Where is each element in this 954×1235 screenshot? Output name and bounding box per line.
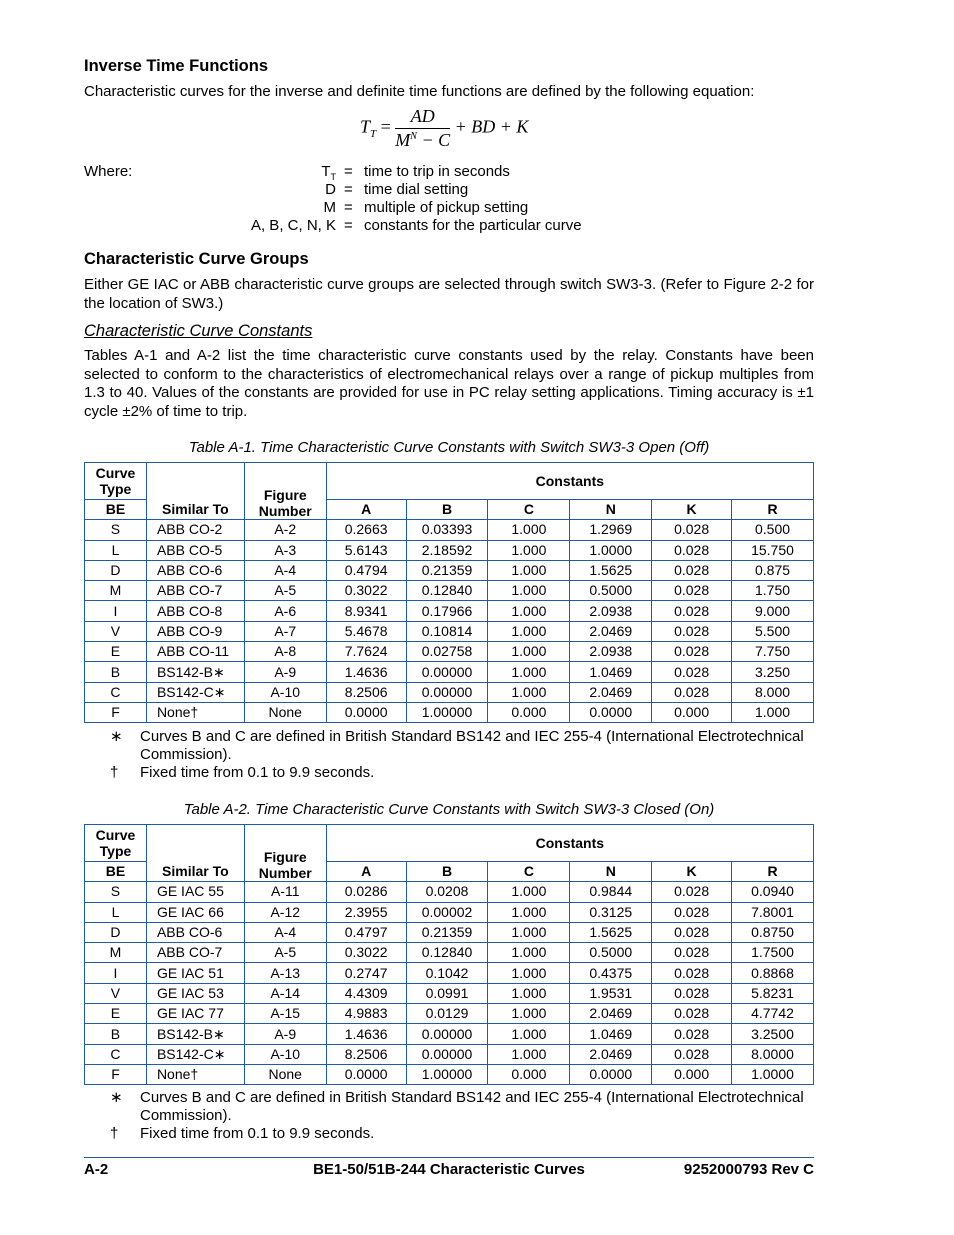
- header-be: BE: [85, 500, 147, 520]
- table-cell: ABB CO-7: [146, 581, 244, 601]
- table-cell: 0.12840: [406, 943, 488, 963]
- table-cell: F: [85, 702, 147, 722]
- footnote-text: Fixed time from 0.1 to 9.9 seconds.: [140, 764, 375, 781]
- footer-doc-number: 9252000793 Rev C: [683, 1161, 814, 1178]
- table-row: [85, 560, 814, 580]
- table-cell: 1.00000: [406, 702, 488, 722]
- table-cell: 0.028: [652, 621, 732, 641]
- table-cell: 2.0938: [570, 601, 652, 621]
- header-col-r: R: [732, 500, 814, 520]
- table-a2: [84, 824, 814, 1085]
- table-cell: 1.000: [488, 922, 570, 942]
- table-cell: D: [85, 922, 147, 942]
- table-cell: 1.5625: [570, 560, 652, 580]
- table-cell: F: [85, 1064, 147, 1084]
- table-cell: None: [244, 1064, 326, 1084]
- table-cell: 1.000: [488, 682, 570, 702]
- footnote: [84, 1125, 814, 1143]
- table-cell: S: [85, 882, 147, 902]
- table-cell: 8.0000: [732, 1044, 814, 1064]
- table-cell: 1.000: [488, 963, 570, 983]
- header-col-k: K: [652, 500, 732, 520]
- table-row: [85, 882, 814, 902]
- header-col-c: C: [488, 500, 570, 520]
- table-cell: 0.12840: [406, 581, 488, 601]
- heading-curve-constants: Characteristic Curve Constants: [84, 322, 313, 340]
- table-cell: 5.500: [732, 621, 814, 641]
- table-cell: 1.000: [488, 540, 570, 560]
- table-cell: 0.000: [652, 1064, 732, 1084]
- table-cell: 0.4794: [326, 560, 406, 580]
- table-cell: E: [85, 642, 147, 662]
- table-cell: 0.028: [652, 922, 732, 942]
- table-a1: [84, 462, 814, 723]
- table-cell: ABB CO-7: [146, 943, 244, 963]
- header-curve-type: Curve Type: [85, 463, 147, 500]
- table-cell: 0.0129: [406, 1004, 488, 1024]
- table-cell: 0.2663: [326, 520, 406, 540]
- table-cell: 1.2969: [570, 520, 652, 540]
- table-cell: 1.7500: [732, 943, 814, 963]
- table-cell: 0.0000: [570, 1064, 652, 1084]
- table-cell: 0.00000: [406, 682, 488, 702]
- table-cell: 2.0469: [570, 621, 652, 641]
- table-cell: L: [85, 540, 147, 560]
- footnote: [84, 1089, 814, 1125]
- table-cell: 0.03393: [406, 520, 488, 540]
- table-cell: 2.0469: [570, 1044, 652, 1064]
- table-cell: 4.4309: [326, 983, 406, 1003]
- table-cell: 1.000: [488, 621, 570, 641]
- table-cell: ABB CO-9: [146, 621, 244, 641]
- symbol-text: M: [323, 199, 336, 216]
- table-cell: 1.000: [488, 1004, 570, 1024]
- symbol-subscript: T: [330, 172, 336, 182]
- footer-page-number: A-2: [84, 1161, 109, 1178]
- footer-title: BE1-50/51B-244 Characteristic Curves: [313, 1161, 585, 1178]
- equals-sign: =: [344, 199, 353, 216]
- table-cell: 0.5000: [570, 581, 652, 601]
- table-cell: 7.8001: [732, 902, 814, 922]
- table-cell: 0.028: [652, 902, 732, 922]
- header-similar-to: Similar To: [146, 825, 244, 882]
- table-cell: A-3: [244, 540, 326, 560]
- table-cell: 7.750: [732, 642, 814, 662]
- footnote: [84, 764, 814, 782]
- table-cell: 0.8868: [732, 963, 814, 983]
- table-row: [85, 1024, 814, 1044]
- table-cell: 1.000: [488, 560, 570, 580]
- table-cell: A-4: [244, 560, 326, 580]
- header-col-a: A: [326, 500, 406, 520]
- heading-inverse-time-functions: Inverse Time Functions: [84, 57, 268, 75]
- table-a2-notes: [84, 1089, 814, 1143]
- table-cell: 1.000: [488, 1024, 570, 1044]
- table-cell: ABB CO-5: [146, 540, 244, 560]
- table-cell: C: [85, 1044, 147, 1064]
- table-cell: 0.028: [652, 540, 732, 560]
- symbol-text: T: [321, 163, 331, 180]
- equals-sign: =: [344, 163, 353, 180]
- header-col-b: B: [406, 862, 488, 882]
- table-cell: A-9: [244, 1024, 326, 1044]
- header-figure-number: Figure Number: [244, 825, 326, 882]
- table-row: [85, 1044, 814, 1064]
- table-cell: None†: [146, 702, 244, 722]
- table-cell: 0.028: [652, 662, 732, 682]
- table-cell: 0.0000: [326, 1064, 406, 1084]
- table-cell: A-13: [244, 963, 326, 983]
- variable-definitions: [84, 163, 814, 235]
- equals-sign: =: [344, 217, 353, 234]
- table-cell: ABB CO-2: [146, 520, 244, 540]
- table-cell: 0.028: [652, 983, 732, 1003]
- table-cell: A-2: [244, 520, 326, 540]
- table-cell: 4.7742: [732, 1004, 814, 1024]
- table-cell: A-5: [244, 581, 326, 601]
- table-row: [85, 520, 814, 540]
- table-row: [85, 922, 814, 942]
- definition-row: [84, 181, 814, 199]
- table-cell: 7.7624: [326, 642, 406, 662]
- table-cell: 0.028: [652, 520, 732, 540]
- table-cell: 0.028: [652, 1004, 732, 1024]
- table-cell: 3.250: [732, 662, 814, 682]
- table-cell: 0.02758: [406, 642, 488, 662]
- table-cell: 0.028: [652, 601, 732, 621]
- table-cell: GE IAC 66: [146, 902, 244, 922]
- table-row: [85, 983, 814, 1003]
- table-cell: None: [244, 702, 326, 722]
- table-cell: 1.4636: [326, 662, 406, 682]
- definition-symbol: [324, 199, 337, 217]
- table-cell: 3.2500: [732, 1024, 814, 1044]
- footnote-mark: †: [110, 1125, 119, 1142]
- footnote-mark: ∗: [110, 728, 123, 745]
- curve-constants-paragraph: Tables A-1 and A-2 list the time characteristic curve constants used by the relay. Constants have been selected to conform to the characteristics of electromechanical relays over a range of pickup multiples from 1.3 to 40. Values of the constants are provided for use in PC relay setting applications. Timing accuracy is ±1 cycle ±2% of time to trip.: [84, 347, 814, 420]
- table-cell: 1.000: [488, 601, 570, 621]
- table-row: [85, 540, 814, 560]
- table-cell: 1.000: [488, 662, 570, 682]
- footnote: [84, 728, 814, 764]
- header-col-n: N: [570, 862, 652, 882]
- table-cell: 0.21359: [406, 560, 488, 580]
- table-a1-caption: Table A-1. Time Characteristic Curve Constants with Switch SW3-3 Open (Off): [188, 439, 710, 456]
- definition-text: time dial setting: [364, 181, 469, 198]
- table-cell: 1.0000: [570, 540, 652, 560]
- table-cell: 0.00000: [406, 1044, 488, 1064]
- table-cell: 8.2506: [326, 1044, 406, 1064]
- table-cell: 4.9883: [326, 1004, 406, 1024]
- table-cell: 0.0991: [406, 983, 488, 1003]
- table-cell: 0.000: [488, 702, 570, 722]
- definition-symbol: [325, 181, 336, 199]
- table-cell: I: [85, 963, 147, 983]
- table-cell: 1.5625: [570, 922, 652, 942]
- table-cell: 0.5000: [570, 943, 652, 963]
- table-cell: A-15: [244, 1004, 326, 1024]
- table-cell: 0.0000: [326, 702, 406, 722]
- table-cell: 0.028: [652, 642, 732, 662]
- table-cell: ABB CO-11: [146, 642, 244, 662]
- table-cell: 0.028: [652, 963, 732, 983]
- table-cell: 1.000: [488, 943, 570, 963]
- table-cell: 1.000: [488, 581, 570, 601]
- table-cell: 0.0286: [326, 882, 406, 902]
- definition-text: multiple of pickup setting: [364, 199, 529, 216]
- table-cell: 0.0000: [570, 702, 652, 722]
- table-row: [85, 943, 814, 963]
- table-cell: 0.028: [652, 1024, 732, 1044]
- table-cell: None†: [146, 1064, 244, 1084]
- table-cell: 0.10814: [406, 621, 488, 641]
- table-cell: 1.0469: [570, 662, 652, 682]
- table-row: [85, 702, 814, 722]
- table-cell: 0.875: [732, 560, 814, 580]
- header-col-r: R: [732, 862, 814, 882]
- table-cell: L: [85, 902, 147, 922]
- table-row: [85, 1004, 814, 1024]
- table-cell: M: [85, 581, 147, 601]
- footnote-text: Curves B and C are defined in British Standard BS142 and IEC 255-4 (International Electrotechnical Commission).: [140, 1089, 804, 1124]
- table-cell: 0.028: [652, 560, 732, 580]
- table-cell: I: [85, 601, 147, 621]
- table-row: [85, 1064, 814, 1084]
- table-cell: A-10: [244, 1044, 326, 1064]
- table-cell: 1.750: [732, 581, 814, 601]
- table-cell: 2.0469: [570, 682, 652, 702]
- table-cell: 0.21359: [406, 922, 488, 942]
- table-cell: BS142-C∗: [146, 682, 244, 702]
- header-col-b: B: [406, 500, 488, 520]
- header-col-n: N: [570, 500, 652, 520]
- page-footer: [84, 1157, 814, 1180]
- table-cell: BS142-B∗: [146, 662, 244, 682]
- table-cell: E: [85, 1004, 147, 1024]
- table-cell: 1.4636: [326, 1024, 406, 1044]
- footnote-mark: †: [110, 764, 119, 781]
- table-cell: BS142-B∗: [146, 1024, 244, 1044]
- table-cell: C: [85, 682, 147, 702]
- table-cell: 5.8231: [732, 983, 814, 1003]
- table-cell: 5.6143: [326, 540, 406, 560]
- table-cell: 0.028: [652, 943, 732, 963]
- definition-row: [84, 199, 814, 217]
- table-cell: 0.028: [652, 882, 732, 902]
- table-cell: ABB CO-8: [146, 601, 244, 621]
- table-cell: 0.028: [652, 682, 732, 702]
- table-cell: 0.3022: [326, 581, 406, 601]
- table-row: [85, 963, 814, 983]
- table-cell: D: [85, 560, 147, 580]
- table-cell: B: [85, 662, 147, 682]
- table-cell: 2.18592: [406, 540, 488, 560]
- table-cell: 1.000: [488, 1044, 570, 1064]
- curve-groups-paragraph: Either GE IAC or ABB characteristic curve groups are selected through switch SW3-3. (Refer to Figure 2-2 for the location of SW3.): [84, 276, 814, 312]
- table-cell: 1.000: [732, 702, 814, 722]
- table-cell: ABB CO-6: [146, 922, 244, 942]
- table-cell: A-11: [244, 882, 326, 902]
- table-cell: 8.2506: [326, 682, 406, 702]
- table-cell: 0.17966: [406, 601, 488, 621]
- table-cell: 0.500: [732, 520, 814, 540]
- table-cell: 0.00002: [406, 902, 488, 922]
- table-cell: 0.0208: [406, 882, 488, 902]
- table-cell: 0.8750: [732, 922, 814, 942]
- header-col-k: K: [652, 862, 732, 882]
- table-cell: 8.000: [732, 682, 814, 702]
- table-cell: BS142-C∗: [146, 1044, 244, 1064]
- table-a1-notes: [84, 728, 814, 782]
- definition-symbol: [251, 217, 336, 235]
- table-cell: 1.000: [488, 520, 570, 540]
- table-cell: GE IAC 53: [146, 983, 244, 1003]
- equals-sign: =: [344, 181, 353, 198]
- table-row: [85, 581, 814, 601]
- table-cell: A-9: [244, 662, 326, 682]
- header-col-a: A: [326, 862, 406, 882]
- table-row: [85, 682, 814, 702]
- table-a2-caption: Table A-2. Time Characteristic Curve Constants with Switch SW3-3 Closed (On): [183, 801, 715, 818]
- table-cell: 1.000: [488, 983, 570, 1003]
- table-cell: A-8: [244, 642, 326, 662]
- table-cell: GE IAC 51: [146, 963, 244, 983]
- table-cell: 0.00000: [406, 662, 488, 682]
- symbol-text: D: [325, 181, 336, 198]
- header-be: BE: [85, 862, 147, 882]
- trip-time-equation: $T_T$ = $\frac{AD}{M^N - C}$ + BD + K: [360, 106, 529, 150]
- header-constants: Constants: [326, 825, 813, 862]
- header-similar-to: Similar To: [146, 463, 244, 520]
- footnote-text: Curves B and C are defined in British Standard BS142 and IEC 255-4 (International Electrotechnical Commission).: [140, 728, 804, 763]
- table-row: [85, 601, 814, 621]
- table-cell: A-6: [244, 601, 326, 621]
- definition-row: [84, 217, 814, 235]
- table-cell: 1.9531: [570, 983, 652, 1003]
- table-cell: 1.0000: [732, 1064, 814, 1084]
- definition-row: [84, 163, 814, 181]
- table-cell: A-10: [244, 682, 326, 702]
- symbol-text: A, B, C, N, K: [250, 217, 336, 234]
- table-row: [85, 642, 814, 662]
- table-row: [85, 662, 814, 682]
- table-cell: 0.000: [488, 1064, 570, 1084]
- table-cell: 0.0940: [732, 882, 814, 902]
- header-row: [85, 463, 814, 500]
- table-cell: 1.000: [488, 882, 570, 902]
- table-cell: 2.3955: [326, 902, 406, 922]
- heading-curve-groups: Characteristic Curve Groups: [84, 250, 309, 268]
- table-cell: GE IAC 77: [146, 1004, 244, 1024]
- footnote-mark: ∗: [110, 1089, 123, 1106]
- header-row: [85, 825, 814, 862]
- table-cell: 9.000: [732, 601, 814, 621]
- table-cell: 0.9844: [570, 882, 652, 902]
- definition-text: time to trip in seconds: [364, 163, 510, 180]
- table-cell: ABB CO-6: [146, 560, 244, 580]
- table-cell: 0.3125: [570, 902, 652, 922]
- table-cell: 1.0469: [570, 1024, 652, 1044]
- table-row: [85, 621, 814, 641]
- table-cell: 0.00000: [406, 1024, 488, 1044]
- table-cell: V: [85, 983, 147, 1003]
- table-cell: A-4: [244, 922, 326, 942]
- table-cell: 0.028: [652, 581, 732, 601]
- table-cell: A-7: [244, 621, 326, 641]
- table-cell: 1.000: [488, 642, 570, 662]
- table-cell: 15.750: [732, 540, 814, 560]
- where-label: Where:: [84, 163, 133, 180]
- header-curve-type: Curve Type: [85, 825, 147, 862]
- table-cell: 0.000: [652, 702, 732, 722]
- table-cell: 0.1042: [406, 963, 488, 983]
- table-cell: A-14: [244, 983, 326, 1003]
- header-constants: Constants: [326, 463, 813, 500]
- table-cell: B: [85, 1024, 147, 1044]
- table-cell: 0.2747: [326, 963, 406, 983]
- table-cell: 2.0938: [570, 642, 652, 662]
- header-col-c: C: [488, 862, 570, 882]
- table-cell: 0.3022: [326, 943, 406, 963]
- table-cell: 0.028: [652, 1044, 732, 1064]
- footnote-text: Fixed time from 0.1 to 9.9 seconds.: [140, 1125, 375, 1142]
- table-cell: S: [85, 520, 147, 540]
- table-cell: 0.4797: [326, 922, 406, 942]
- intro-paragraph: Characteristic curves for the inverse and definite time functions are defined by the following equation:: [84, 83, 755, 100]
- table-cell: GE IAC 55: [146, 882, 244, 902]
- table-cell: 5.4678: [326, 621, 406, 641]
- table-cell: 2.0469: [570, 1004, 652, 1024]
- table-cell: 8.9341: [326, 601, 406, 621]
- definition-text: constants for the particular curve: [364, 217, 582, 234]
- table-cell: 0.4375: [570, 963, 652, 983]
- table-cell: A-5: [244, 943, 326, 963]
- table-cell: 1.000: [488, 902, 570, 922]
- table-cell: V: [85, 621, 147, 641]
- table-row: [85, 902, 814, 922]
- table-cell: 1.00000: [406, 1064, 488, 1084]
- table-cell: A-12: [244, 902, 326, 922]
- header-figure-number: Figure Number: [244, 463, 326, 520]
- table-cell: M: [85, 943, 147, 963]
